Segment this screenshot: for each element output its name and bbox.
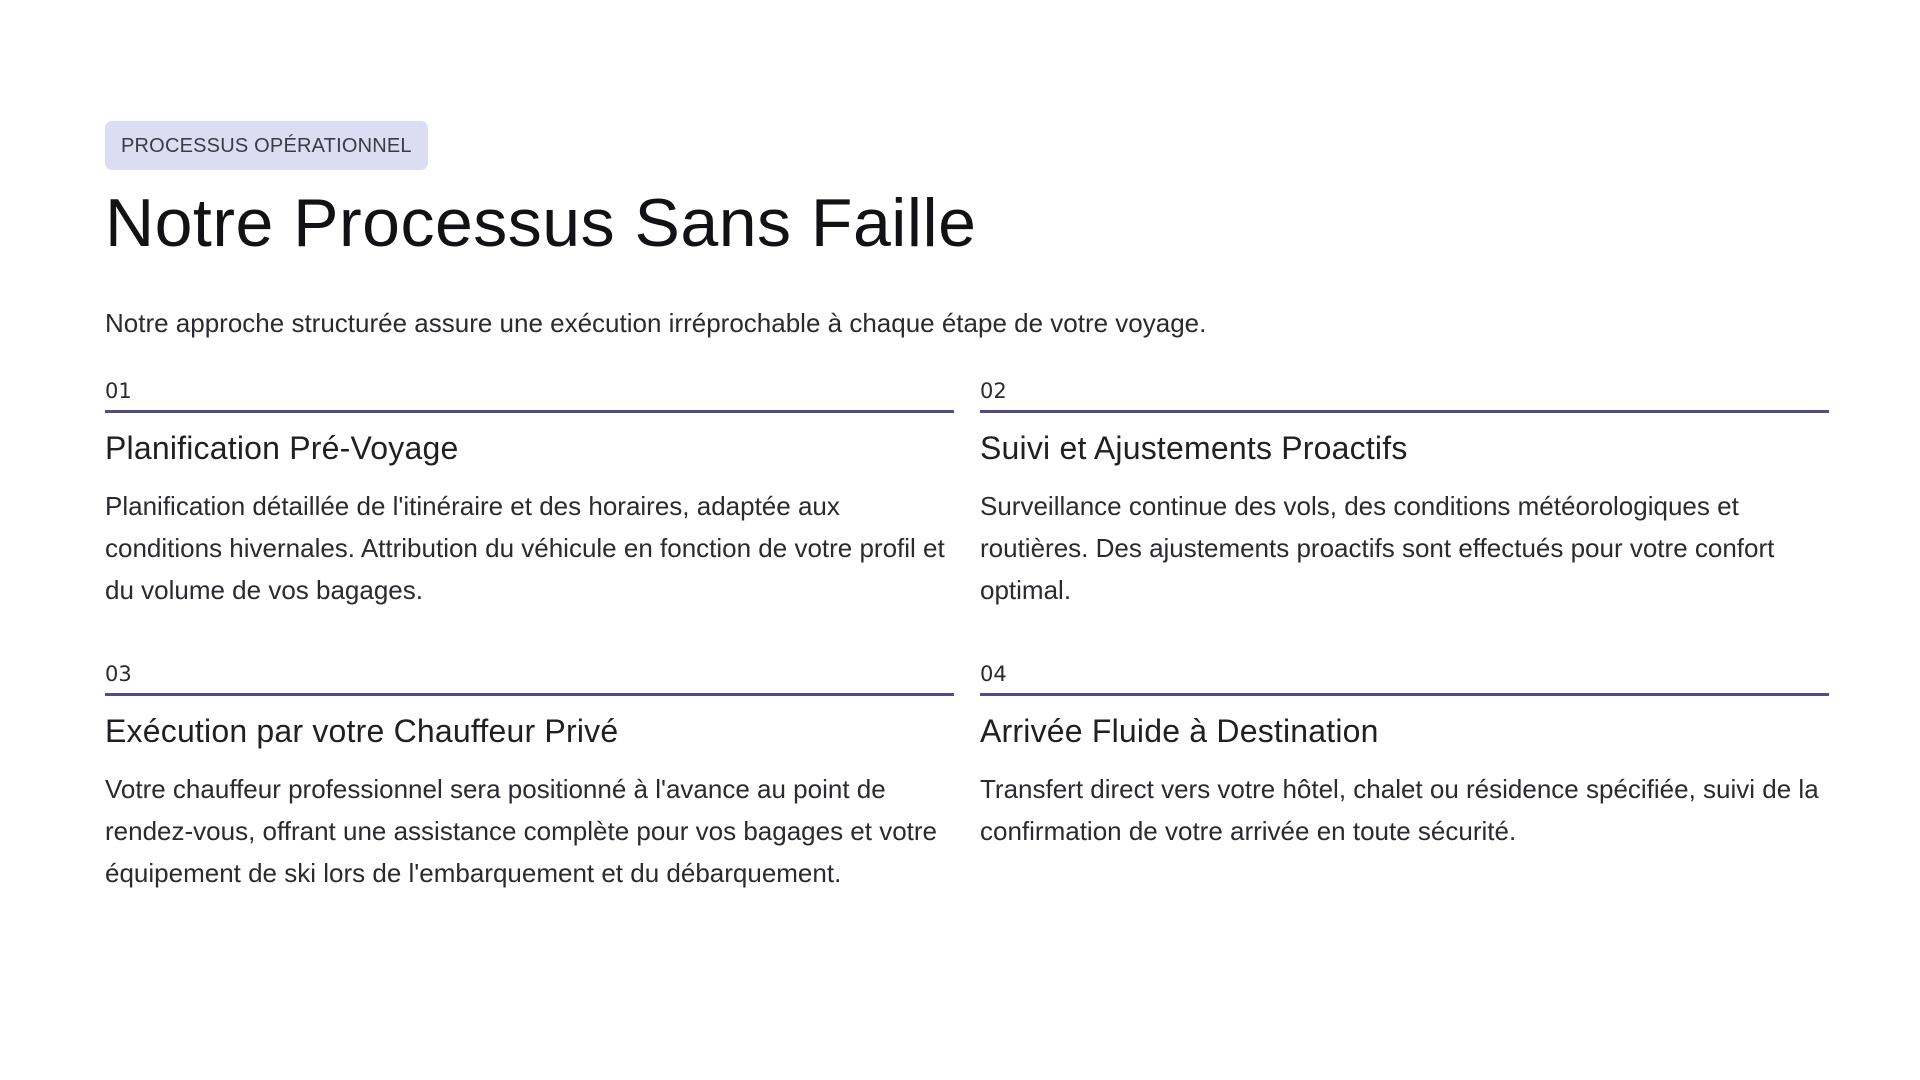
page-subtitle: Notre approche structurée assure une exécution irréprochable à chaque étape de votre voyage. bbox=[105, 308, 1207, 338]
page-title: Notre Processus Sans Faille bbox=[105, 185, 977, 261]
step-title: Exécution par votre Chauffeur Privé bbox=[105, 713, 619, 749]
step-title: Suivi et Ajustements Proactifs bbox=[980, 430, 1408, 466]
steps-grid bbox=[105, 378, 1835, 894]
step-number: 04 bbox=[980, 661, 1829, 696]
step-card-02 bbox=[980, 378, 1829, 611]
step-number: 03 bbox=[105, 661, 954, 696]
step-number: 01 bbox=[105, 378, 954, 413]
step-number: 02 bbox=[980, 378, 1829, 413]
step-description: Votre chauffeur professionnel sera positionné à l'avance au point de rendez-vous, offrant une assistance complète pour vos bagages et votre équipement de ski lors de l'embarquement et du débarquement. bbox=[105, 774, 938, 888]
step-card-03 bbox=[105, 661, 954, 894]
slide bbox=[105, 121, 1835, 894]
step-description: Transfert direct vers votre hôtel, chalet ou résidence spécifiée, suivi de la confirmation de votre arrivée en toute sécurité. bbox=[980, 774, 1819, 846]
step-title: Planification Pré-Voyage bbox=[105, 430, 459, 466]
step-card-01 bbox=[105, 378, 954, 611]
section-badge: PROCESSUS OPÉRATIONNEL bbox=[105, 121, 428, 170]
step-description: Planification détaillée de l'itinéraire et des horaires, adaptée aux conditions hivernales. Attribution du véhicule en fonction de votre profil et du volume de vos bagages. bbox=[105, 491, 945, 605]
step-title: Arrivée Fluide à Destination bbox=[980, 713, 1379, 749]
step-card-04 bbox=[980, 661, 1829, 894]
step-description: Surveillance continue des vols, des conditions météorologiques et routières. Des ajustements proactifs sont effectués pour votre confort optimal. bbox=[980, 491, 1775, 605]
